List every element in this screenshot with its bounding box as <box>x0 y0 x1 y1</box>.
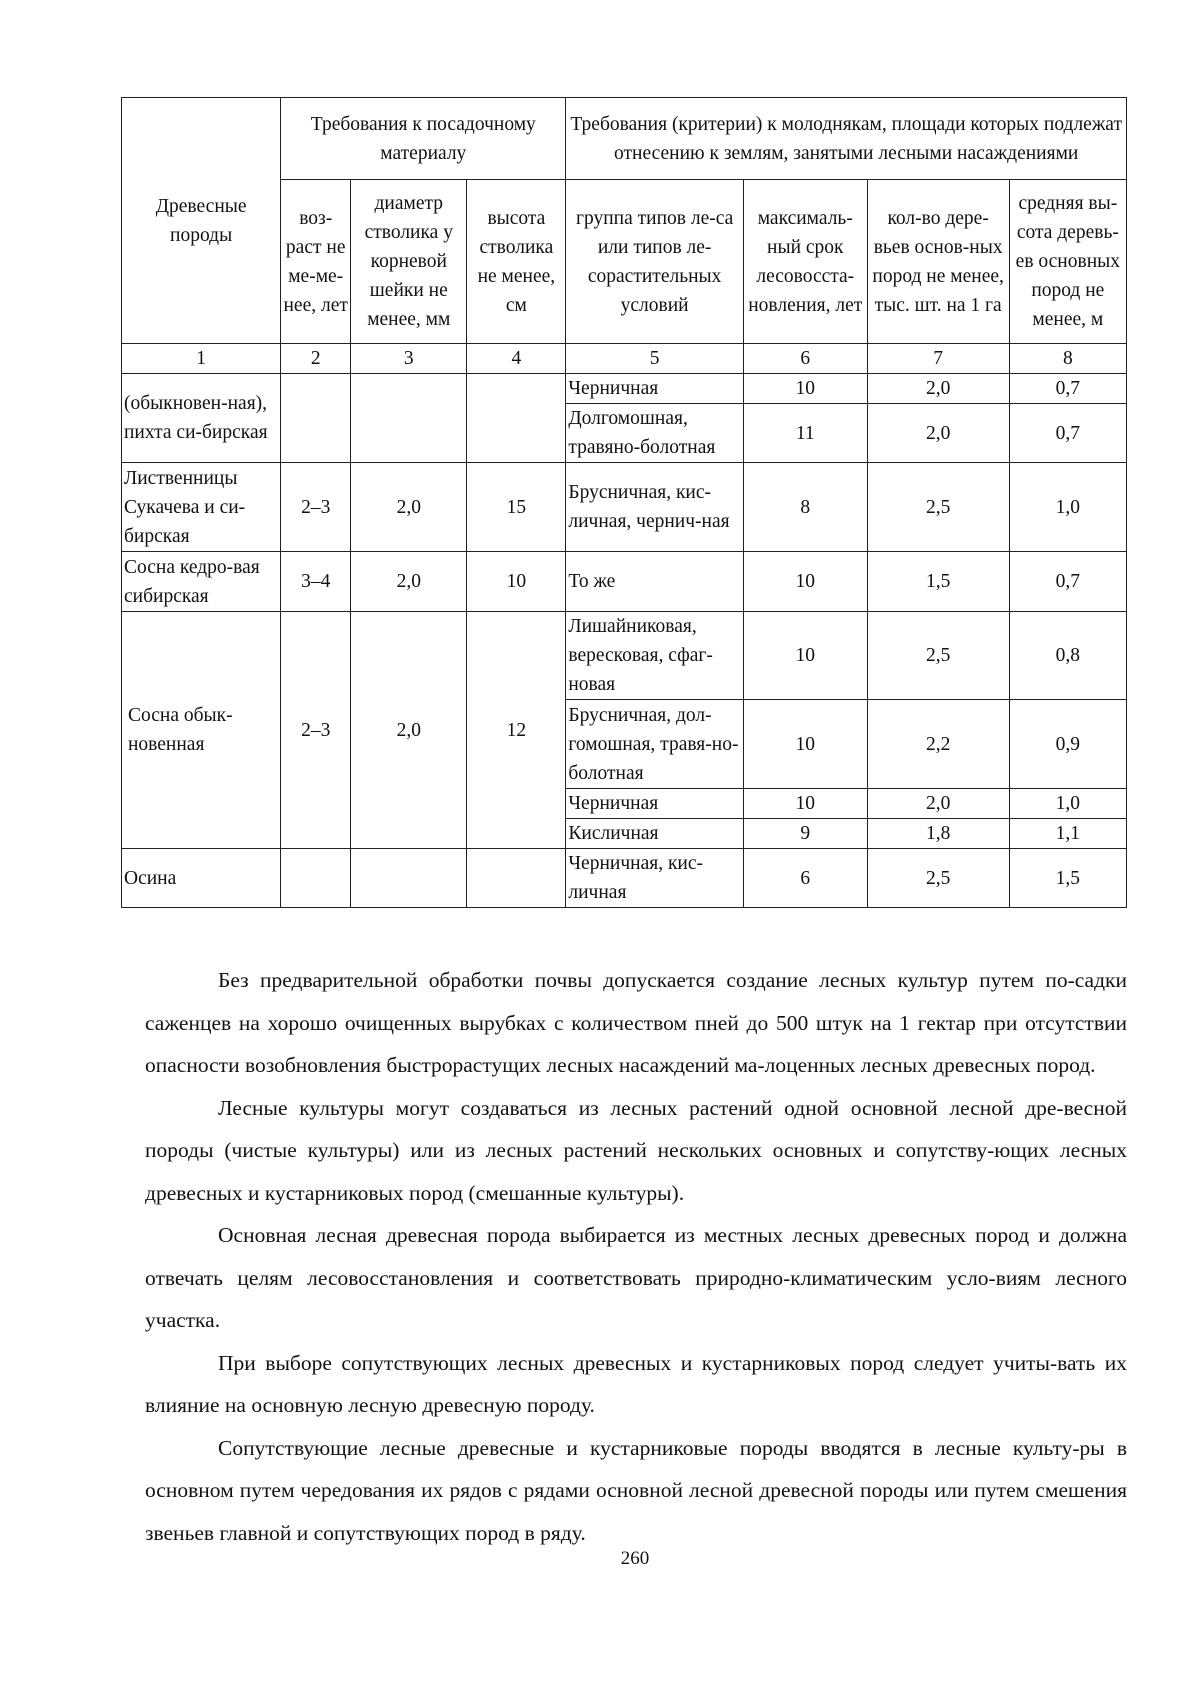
term-cell: 10 <box>743 700 867 789</box>
forest-type-cell: Лишайниковая, вересковая, сфаг-новая <box>566 612 744 700</box>
height-cell: 12 <box>467 612 566 849</box>
term-cell: 10 <box>743 374 867 404</box>
column-number: 3 <box>351 344 467 374</box>
count-cell: 2,0 <box>867 374 1009 404</box>
count-cell: 2,5 <box>867 612 1009 700</box>
column-number: 6 <box>743 344 867 374</box>
column-number: 1 <box>122 344 281 374</box>
term-cell: 11 <box>743 404 867 463</box>
avg-height-cell: 0,9 <box>1009 700 1126 789</box>
term-cell: 6 <box>743 849 867 908</box>
header-planting-material: Требования к посадочному материалу <box>281 98 566 180</box>
diameter-cell <box>351 849 467 908</box>
header-diameter: диаметр стволика у корневой шейки не менее, мм <box>351 180 467 344</box>
column-number: 5 <box>566 344 744 374</box>
term-cell: 8 <box>743 463 867 552</box>
header-young-stand-criteria: Требования (критерии) к молоднякам, площади которых подлежат отнесению к землям, занятыми лесными насаждениями <box>566 98 1127 180</box>
avg-height-cell: 1,0 <box>1009 463 1126 552</box>
paragraph: Основная лесная древесная порода выбирается из местных лесных древесных пород и должна отвечать целям лесовосстановления и соответствовать природно-климатическим усло-виям лесного участка. <box>145 1223 1127 1332</box>
paragraph: Без предварительной обработки почвы допускается создание лесных культур путем по-садки саженцев на хорошо очищенных вырубках с количеством пней до 500 штук на 1 гектар при отсутствии опасности возобновления быстрорастущих лесных насаждений ма-лоценных лесных древесных пород. <box>145 968 1127 1077</box>
count-cell: 2,2 <box>867 700 1009 789</box>
count-cell: 2,0 <box>867 789 1009 819</box>
age-cell: 2–3 <box>281 463 351 552</box>
species-cell: Осина <box>122 849 281 908</box>
count-cell: 2,5 <box>867 849 1009 908</box>
column-number: 4 <box>467 344 566 374</box>
paragraph: При выборе сопутствующих лесных древесных и кустарниковых пород следует учиты-вать их влияние на основную лесную древесную породу. <box>145 1350 1127 1417</box>
paragraph: Сопутствующие лесные древесные и кустарниковые породы вводятся в лесные культу-ры в основном путем чередования их рядов с рядами основной лесной древесной породы или путем смешения звеньев главной и сопутствующих пород в ряду. <box>145 1435 1127 1545</box>
species-cell: Сосна кедро-вая сибирская <box>122 552 281 612</box>
diameter-cell: 2,0 <box>351 552 467 612</box>
paragraph: Лесные культуры могут создаваться из лесных растений одной основной лесной дре-весной породы (чистые культуры) или из лесных растений нескольких основных и сопутству-ющих лесных древесных и кустарниковых пород (смешанные культуры). <box>145 1095 1127 1205</box>
term-cell: 10 <box>743 789 867 819</box>
diameter-cell: 2,0 <box>351 612 467 849</box>
column-number: 2 <box>281 344 351 374</box>
table-row <box>122 463 1127 552</box>
age-cell: 2–3 <box>281 612 351 849</box>
column-number: 7 <box>867 344 1009 374</box>
column-number-row <box>122 344 1127 374</box>
table-row <box>122 612 1127 700</box>
avg-height-cell: 1,0 <box>1009 789 1126 819</box>
diameter-cell <box>351 374 467 463</box>
species-cell: Лиственницы Сукачева и си-бирская <box>122 463 281 552</box>
forest-type-cell: То же <box>566 552 744 612</box>
height-cell: 10 <box>467 552 566 612</box>
avg-height-cell: 0,7 <box>1009 404 1126 463</box>
avg-height-cell: 1,5 <box>1009 849 1126 908</box>
forest-type-cell: Кисличная <box>566 819 744 849</box>
column-number: 8 <box>1009 344 1126 374</box>
body-text <box>145 959 1127 1554</box>
count-cell: 2,0 <box>867 404 1009 463</box>
term-cell: 10 <box>743 552 867 612</box>
table-row <box>122 849 1127 908</box>
avg-height-cell: 0,8 <box>1009 612 1126 700</box>
diameter-cell: 2,0 <box>351 463 467 552</box>
count-cell: 1,5 <box>867 552 1009 612</box>
count-cell: 2,5 <box>867 463 1009 552</box>
table-row <box>122 552 1127 612</box>
height-cell: 15 <box>467 463 566 552</box>
avg-height-cell: 0,7 <box>1009 374 1126 404</box>
forest-type-cell: Долгомошная, травяно-болотная <box>566 404 744 463</box>
forest-type-cell: Брусничная, дол-гомошная, травя-но-болотная <box>566 700 744 789</box>
header-forest-type: группа типов ле-са или типов ле-сорастительных условий <box>566 180 744 344</box>
forest-type-cell: Черничная <box>566 789 744 819</box>
header-height: высота стволика не менее, см <box>467 180 566 344</box>
term-cell: 9 <box>743 819 867 849</box>
header-avg-height: средняя вы-сота деревь-ев основных пород не менее, м <box>1009 180 1126 344</box>
height-cell <box>467 849 566 908</box>
forest-type-cell: Черничная, кис-личная <box>566 849 744 908</box>
table-row <box>122 374 1127 404</box>
age-cell <box>281 849 351 908</box>
forest-type-cell: Черничная <box>566 374 744 404</box>
header-tree-count: кол-во дере-вьев основ-ных пород не менее, тыс. шт. на 1 га <box>867 180 1009 344</box>
species-cell: Сосна обык-новенная <box>122 612 281 849</box>
term-cell: 10 <box>743 612 867 700</box>
count-cell: 1,8 <box>867 819 1009 849</box>
species-cell: (обыкновен-ная), пихта си-бирская <box>122 374 281 463</box>
height-cell <box>467 374 566 463</box>
avg-height-cell: 1,1 <box>1009 819 1126 849</box>
header-species: Древесные породы <box>122 98 281 344</box>
avg-height-cell: 0,7 <box>1009 552 1126 612</box>
forest-type-cell: Брусничная, кис-личная, чернич-ная <box>566 463 744 552</box>
header-age: воз-раст не ме-ме-нее, лет <box>281 180 351 344</box>
age-cell: 3–4 <box>281 552 351 612</box>
header-max-term: максималь-ный срок лесовосста-новления, лет <box>743 180 867 344</box>
forest-requirements-table <box>121 97 1127 908</box>
age-cell <box>281 374 351 463</box>
page-number: 260 <box>620 1548 650 1569</box>
